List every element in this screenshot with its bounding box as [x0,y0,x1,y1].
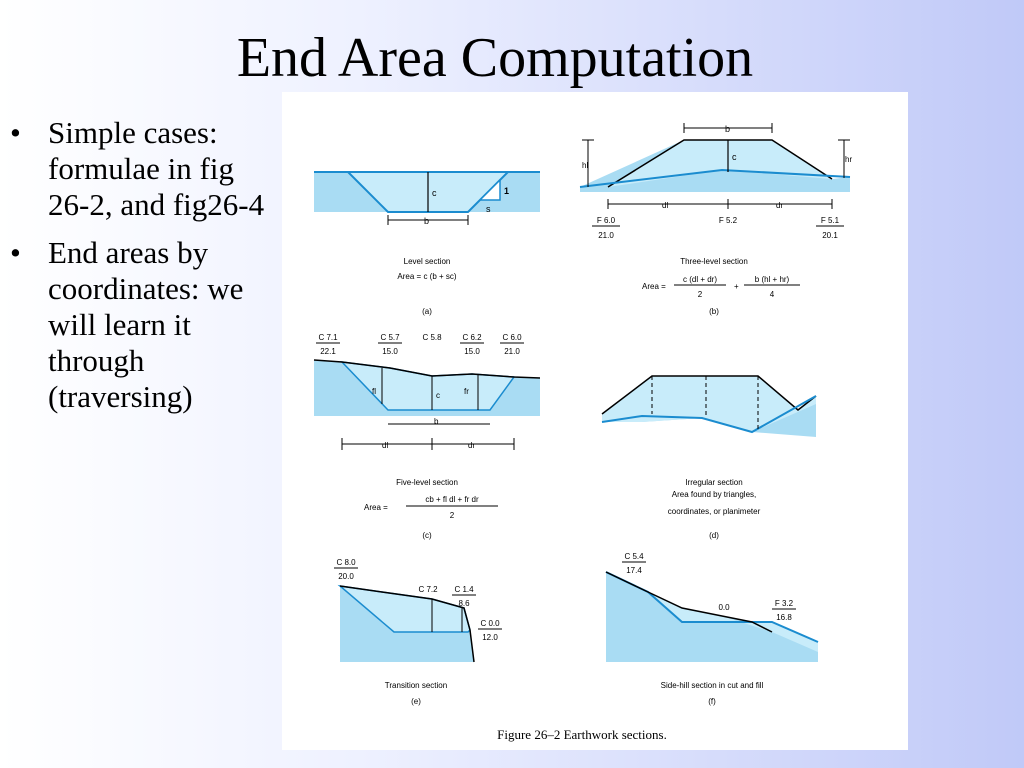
earthwork-diagram [282,92,908,750]
station-top: F 3.2 [774,599,794,608]
figure-caption: Figure 26–2 Earthwork sections. [497,727,667,742]
panel-d-name: Irregular section [685,478,743,487]
station-top: C 7.2 [418,585,438,594]
label-b: b [725,124,731,134]
station-bottom: 12.0 [482,633,498,642]
station-bottom: 8.6 [458,599,470,608]
slide-title: End Area Computation [236,27,754,89]
label-one: 1 [504,186,510,196]
bullet-item [10,115,270,223]
label-hl: hl [582,161,589,170]
earthwork-figure [282,92,908,750]
station-bottom: 15.0 [464,347,480,356]
panel-c-name: Five-level section [396,478,458,487]
station-top: C 6.0 [502,333,522,342]
label-fl: fl [372,387,376,396]
fraction-denominator: 2 [697,290,703,299]
bullet-marker: • [10,235,21,270]
station-top: C 0.0 [480,619,500,628]
panel-d-line3: coordinates, or planimeter [667,507,761,516]
station-bottom: 21.0 [504,347,520,356]
station-top: C 5.7 [380,333,400,342]
panel-b-three-level-section [580,123,852,316]
label-dr: dr [776,201,784,210]
plus-sign: + [734,282,739,291]
label-dr: dr [468,441,476,450]
panel-d-irregular-section [602,376,816,540]
panel-f-side-hill-section [606,552,818,706]
station-bottom: 21.0 [598,231,614,240]
label-s: s [486,204,491,214]
label-hr: hr [845,155,853,164]
label-b: b [434,417,439,426]
bullet-marker: • [10,115,21,150]
panel-d-line2: Area found by triangles, [671,490,757,499]
station-top: C 1.4 [454,585,474,594]
station-bottom: 17.4 [626,566,642,575]
panel-f-letter: (f) [708,697,716,706]
panel-a-formula: Area = c (b + sc) [397,272,457,281]
panel-c-letter: (c) [422,531,432,540]
station-top: 0.0 [718,603,730,612]
bullet-item [10,235,270,415]
station-top: C 5.4 [624,552,644,561]
panel-b-name: Three-level section [680,257,748,266]
station-bottom: 20.0 [338,572,354,581]
station-top: C 6.2 [462,333,482,342]
panel-b-letter: (b) [709,307,719,316]
fraction-numerator: c (dl + dr) [682,275,718,284]
label-b: b [424,216,430,226]
panel-a-name: Level section [403,257,451,266]
bullet-text: Simple cases: formulae in fig 26-2, and fig26-4 [48,115,265,222]
station-top: C 8.0 [336,558,356,567]
formula-prefix: Area = [642,282,666,291]
station-top: C 7.1 [318,333,338,342]
fraction-denominator: 4 [769,290,775,299]
station-bottom: 22.1 [320,347,336,356]
label-c: c [436,391,440,400]
panel-e-name: Transition section [384,681,448,690]
bullet-text: End areas by coordinates: we will learn it through (traversing) [48,235,244,414]
station-top: F 5.1 [820,216,840,225]
label-c: c [432,188,437,198]
formula-prefix: Area = [364,503,388,512]
station-top: F 6.0 [596,216,616,225]
station-bottom: 16.8 [776,613,792,622]
station-bottom: 15.0 [382,347,398,356]
panel-a-letter: (a) [422,307,432,316]
fraction-denominator: 2 [449,511,455,520]
panel-d-letter: (d) [709,531,719,540]
panel-c-five-level-section [314,333,540,540]
label-dl: dl [662,201,669,210]
bullet-list [10,115,270,427]
station-top: C 5.8 [422,333,442,342]
panel-e-letter: (e) [411,697,421,706]
panel-f-name: Side-hill section in cut and fill [660,681,764,690]
panel-a-level-section [314,172,540,316]
station-bottom: 20.1 [822,231,838,240]
fraction-numerator: b (hl + hr) [754,275,790,284]
label-fr: fr [464,387,469,396]
label-dl: dl [382,441,389,450]
station-top: F 5.2 [718,216,738,225]
fraction-numerator: cb + fl dl + fr dr [425,495,479,504]
panel-e-transition-section [334,558,502,706]
label-c: c [732,152,737,162]
